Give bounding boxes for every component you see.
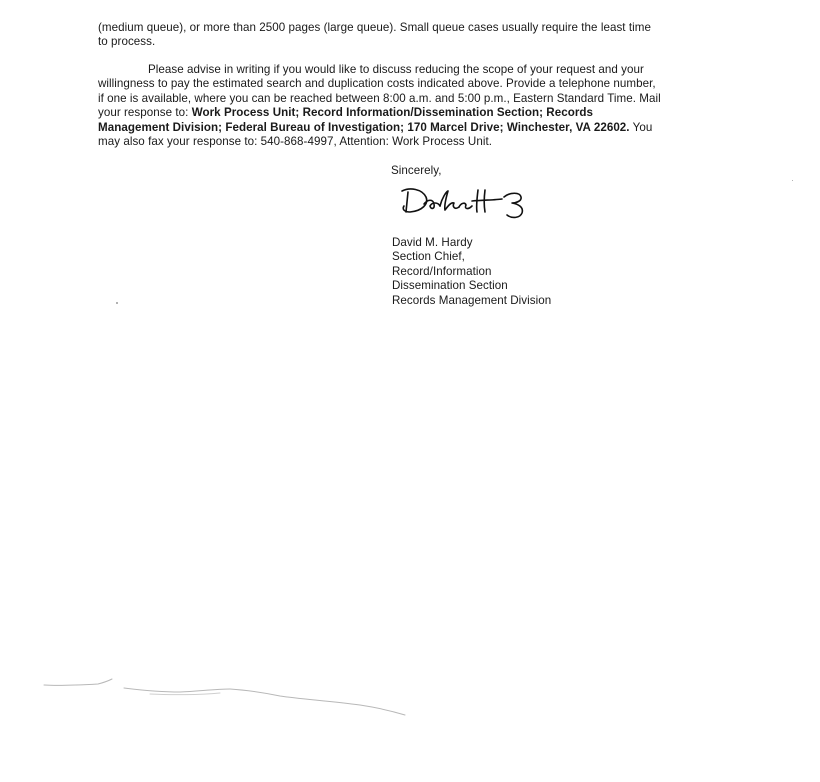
mailing-address-part-2: Management Division; Federal Bureau of Investigation; 170 Marcel Drive; Winchester, VA 22602. bbox=[98, 120, 630, 134]
paragraph-2-line-4 bbox=[98, 106, 698, 120]
signer-title-line-4: Records Management Division bbox=[392, 293, 552, 307]
fax-lead-in: You bbox=[629, 120, 653, 134]
paragraph-2-line-6: may also fax your response to: 540-868-4997, Attention: Work Process Unit. bbox=[98, 135, 493, 149]
paragraph-2-line-3: if one is available, where you can be reached between 8:00 a.m. and 5:00 p.m., Eastern Standard Time. Mail bbox=[98, 91, 661, 105]
paragraph-2-line-1: Please advise in writing if you would like to discuss reducing the scope of your request and your bbox=[148, 63, 644, 76]
paragraph-2-line-5 bbox=[98, 121, 698, 135]
signature-block bbox=[392, 236, 551, 308]
scan-speck bbox=[792, 180, 793, 181]
signer-title-line-1: Section Chief, bbox=[392, 250, 465, 264]
paragraph-queue-info bbox=[98, 21, 708, 50]
mailing-address-part-1: Work Process Unit; Record Information/Dissemination Section; Records bbox=[191, 106, 594, 120]
scan-speck bbox=[116, 302, 118, 304]
handwritten-signature bbox=[398, 182, 538, 228]
paragraph-response-instructions bbox=[98, 63, 698, 149]
signer-name: David M. Hardy bbox=[392, 236, 473, 249]
mail-to-lead-in: your response to: bbox=[98, 106, 192, 120]
signer-title-line-2: Record/Information bbox=[392, 264, 492, 278]
paragraph-2-line-2: willingness to pay the estimated search and duplication costs indicated above. Provide a telephone number, bbox=[98, 77, 656, 91]
closing-salutation: Sincerely, bbox=[391, 164, 442, 177]
signer-title-line-3: Dissemination Section bbox=[392, 279, 508, 293]
paragraph-1-line-1: (medium queue), or more than 2500 pages (large queue). Small queue cases usually require the least time bbox=[98, 21, 651, 34]
paragraph-1-line-2: to process. bbox=[98, 35, 156, 49]
scan-artifact-line bbox=[30, 665, 430, 725]
